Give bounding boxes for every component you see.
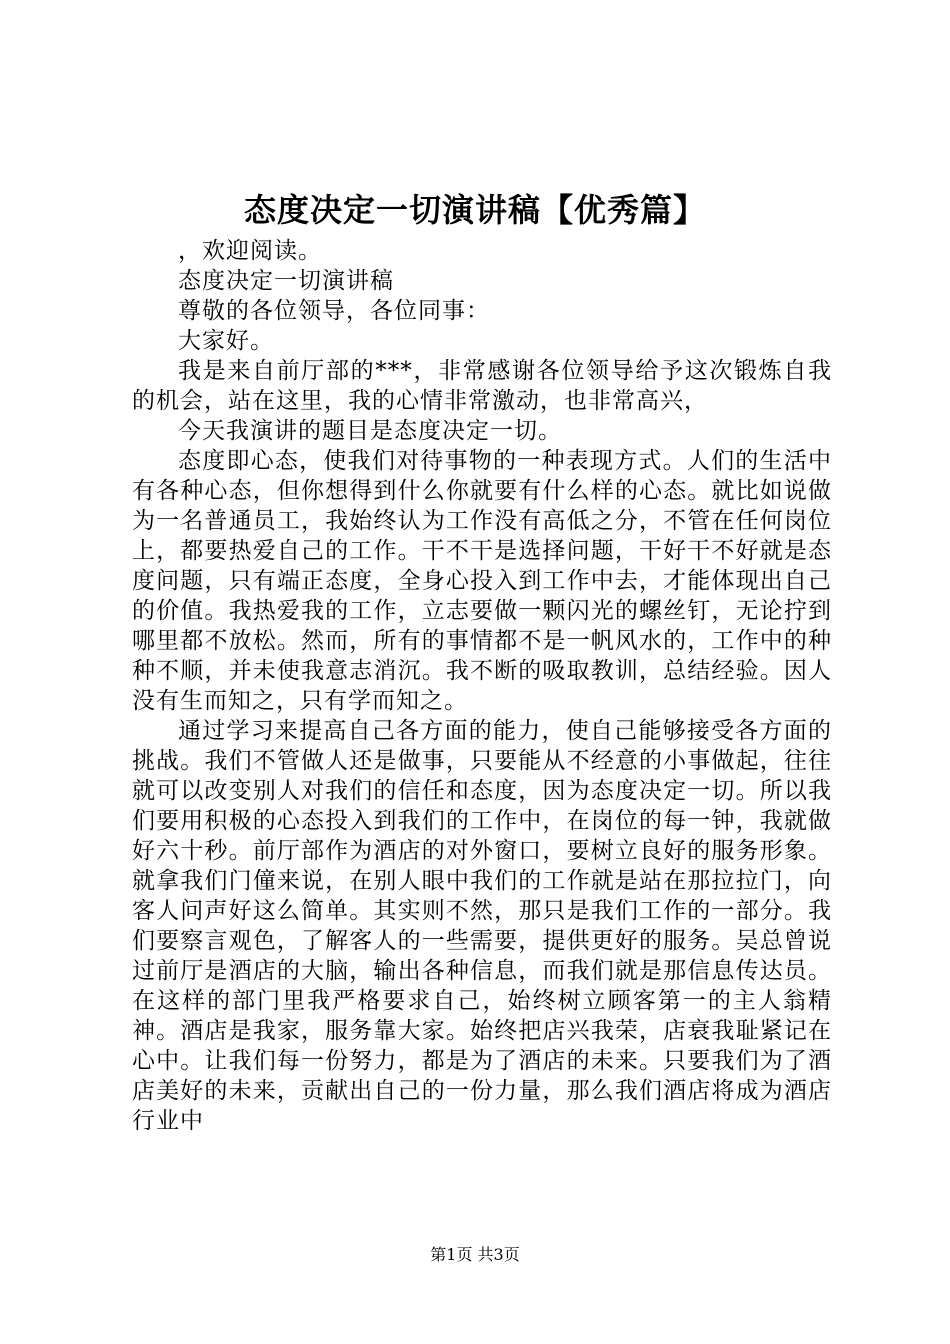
document-title: 态度决定一切演讲稿【优秀篇】 <box>243 191 706 229</box>
paragraph-greeting: 大家好。 <box>178 328 274 354</box>
paragraph-welcome: ，欢迎阅读。 <box>178 238 322 264</box>
paragraph-speech-title: 态度决定一切演讲稿 <box>178 268 394 294</box>
paragraph-attitude: 态度即心态，使我们对待事物的一种表现方式。人们的生活中有各种心态，但你想得到什么你就要有什么样的心态。就比如说做为一名普通员工，我始终认为工作没有高低之分，不管在任何岗位上，都要热爱自己的工作。干不干是选择问题，干好干不好就是态度问题，只有端正态度，全身心投入到工作中去，才能体现出自己的价值。我热爱我的工作，立志要做一颗闪光的螺丝钉，无论拧到哪里都不放松。然而，所有的事情都不是一帆风水的，工作中的种种不顺，并未使我意志消沉。我不断的吸取教训，总结经验。因人没有生而知之，只有学而知之。 <box>132 448 832 714</box>
page-footer: 第1页 共3页 <box>430 1245 520 1264</box>
document-body <box>132 236 832 1136</box>
paragraph-learning: 通过学习来提高自己各方面的能力，使自己能够接受各方面的挑战。我们不管做人还是做事，只要能从不经意的小事做起，往往就可以改变别人对我们的信任和态度，因为态度决定一切。所以我们要用积极的心态投入到我们的工作中，在岗位的每一钟，我就做好六十秒。前厅部作为酒店的对外窗口，要树立良好的服务形象。就拿我们门僮来说，在别人眼中我们的工作就是站在那拉拉门，向客人问声好这么简单。其实则不然，那只是我们工作的一部分。我们要察言观色，了解客人的一些需要，提供更好的服务。吴总曾说过前厅是酒店的大脑，输出各种信息，而我们就是那信息传达员。在这样的部门里我严格要求自己，始终树立顾客第一的主人翁精神。酒店是我家，服务靠大家。始终把店兴我荣，店衰我耻紧记在心中。让我们每一份努力，都是为了酒店的未来。只要我们为了酒店美好的未来，贡献出自己的一份力量，那么我们酒店将成为酒店行业中 <box>132 718 832 1134</box>
paragraph-salutation: 尊敬的各位领导，各位同事： <box>178 298 490 324</box>
paragraph-topic: 今天我演讲的题目是态度决定一切。 <box>178 418 562 444</box>
paragraph-introduction: 我是来自前厅部的***，非常感谢各位领导给予这次锻炼自我的机会，站在这里，我的心情非常激动，也非常高兴， <box>132 358 832 414</box>
